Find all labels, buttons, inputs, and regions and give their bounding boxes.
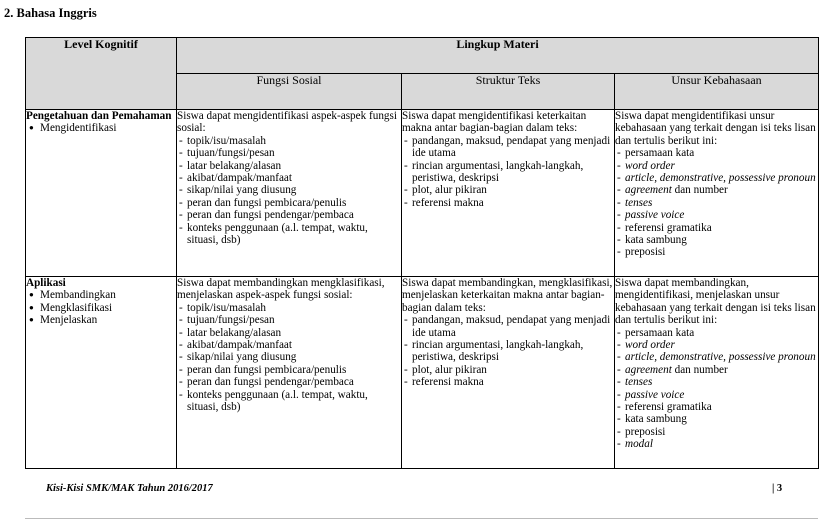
list-item: - peran dan fungsi pendengar/pembaca — [177, 376, 401, 388]
struktur-teks-cell — [402, 110, 615, 277]
list-item-text: referensi gramatika — [625, 401, 712, 414]
fungsi-list — [177, 302, 401, 414]
fungsi-intro: Siswa dapat membandingkan mengklasifikasi, menjelaskan aspek-aspek fungsi sosial: — [177, 277, 385, 302]
list-item — [615, 222, 818, 234]
unsur-intro: Siswa dapat mengidentifikasi unsur kebahasaan yang terkait dengan isi teks lisan dan tertulis berikut ini: — [615, 110, 816, 147]
footer-divider — [25, 518, 818, 519]
list-item: - akibat/dampak/manfaat — [177, 172, 401, 184]
list-item-text: tenses — [625, 376, 653, 389]
list-item — [615, 184, 818, 196]
list-item-connector: dan — [671, 184, 694, 197]
list-item-text: referensi gramatika — [625, 221, 712, 234]
section-heading: 2. Bahasa Inggris — [4, 6, 97, 20]
struktur-intro: Siswa dapat mengidentifikasi keterkaitan makna antar bagian-bagian dalam teks: — [402, 110, 587, 135]
list-item — [615, 401, 818, 413]
list-item: - tujuan/fungsi/pesan — [177, 314, 401, 326]
list-item: - latar belakang/alasan — [177, 160, 401, 172]
fungsi-sosial-cell — [177, 277, 402, 469]
list-item — [615, 426, 818, 438]
list-item: ● Mengklasifikasi — [26, 302, 176, 314]
list-item: - topik/isu/masalah — [177, 135, 401, 147]
list-item: - plot, alur pikiran — [402, 184, 614, 196]
struktur-intro: Siswa dapat membandingkan, mengklasifikasi, menjelaskan keterkaitan makna antar bagian-bagian dalam teks: — [402, 277, 613, 314]
list-item-text: word order — [625, 339, 675, 352]
unsur-kebahasaan-cell — [615, 110, 819, 277]
list-item: - topik/isu/masalah — [177, 302, 401, 314]
list-item-text: tenses — [625, 196, 653, 209]
level-title: Pengetahuan dan Pemahaman — [26, 110, 172, 122]
list-item-tail: number — [693, 363, 728, 376]
list-item: - latar belakang/alasan — [177, 327, 401, 339]
header-lingkup-materi: Lingkup Materi — [177, 38, 819, 74]
struktur-list — [402, 314, 614, 388]
unsur-list — [615, 147, 818, 259]
list-item-text: passive voice — [625, 388, 685, 401]
list-item — [615, 197, 818, 209]
list-item — [615, 376, 818, 388]
list-item-text: article, demonstrative, possessive pronoun — [625, 351, 816, 364]
subheader-fungsi-sosial: Fungsi Sosial — [177, 74, 402, 110]
list-item: - rincian argumentasi, langkah-langkah, peristiwa, deskripsi — [402, 160, 614, 185]
header-level-kognitif: Level Kognitif — [26, 38, 177, 110]
list-item — [615, 389, 818, 401]
table-row — [26, 277, 819, 469]
list-item: - pandangan, maksud, pendapat yang menjadi ide utama — [402, 135, 614, 160]
list-item-text: preposisi — [625, 425, 666, 438]
list-item: - pandangan, maksud, pendapat yang menjadi ide utama — [402, 314, 614, 339]
list-item: ● Membandingkan — [26, 289, 176, 301]
list-item-text: kata sambung — [625, 413, 687, 426]
list-item-connector: dan — [671, 363, 694, 376]
list-item — [615, 172, 818, 184]
list-item-text: agreement — [625, 363, 672, 376]
list-item: - rincian argumentasi, langkah-langkah, peristiwa, deskripsi — [402, 339, 614, 364]
list-item: - peran dan fungsi pembicara/penulis — [177, 197, 401, 209]
list-item — [615, 160, 818, 172]
list-item — [615, 147, 818, 159]
list-item — [615, 413, 818, 425]
level-title: Aplikasi — [26, 277, 66, 289]
fungsi-list — [177, 135, 401, 247]
list-item: ● Mengidentifikasi — [26, 122, 176, 134]
page-number: | 3 — [772, 483, 783, 494]
list-item: - peran dan fungsi pendengar/pembaca — [177, 209, 401, 221]
fungsi-sosial-cell — [177, 110, 402, 277]
level-cell — [26, 110, 177, 277]
list-item-text: preposisi — [625, 246, 666, 259]
list-item — [615, 209, 818, 221]
list-item — [615, 351, 818, 363]
list-item: - referensi makna — [402, 376, 614, 388]
list-item: - plot, alur pikiran — [402, 364, 614, 376]
struktur-list — [402, 135, 614, 209]
list-item: - konteks penggunaan (a.l. tempat, waktu, situasi, dsb) — [177, 389, 401, 414]
kisi-kisi-table — [25, 37, 819, 469]
list-item: - sikap/nilai yang diusung — [177, 351, 401, 363]
level-list — [26, 122, 176, 134]
list-item: - sikap/nilai yang diusung — [177, 184, 401, 196]
level-cell — [26, 277, 177, 469]
level-list — [26, 289, 176, 326]
list-item — [615, 339, 818, 351]
list-item: - konteks penggunaan (a.l. tempat, waktu, situasi, dsb) — [177, 222, 401, 247]
list-item-tail: number — [693, 184, 728, 197]
list-item — [615, 438, 818, 450]
list-item-text: kata sambung — [625, 234, 687, 247]
struktur-teks-cell — [402, 277, 615, 469]
list-item — [615, 364, 818, 376]
list-item-text: word order — [625, 159, 675, 172]
list-item: - referensi makna — [402, 197, 614, 209]
list-item — [615, 234, 818, 246]
list-item-text: persamaan kata — [625, 326, 695, 339]
table-row — [26, 110, 819, 277]
list-item-text: passive voice — [625, 209, 685, 222]
list-item-text: persamaan kata — [625, 147, 695, 160]
list-item — [615, 246, 818, 258]
fungsi-intro: Siswa dapat mengidentifikasi aspek-aspek fungsi sosial: — [177, 110, 397, 135]
list-item — [615, 327, 818, 339]
list-item-text: modal — [625, 438, 653, 451]
unsur-intro: Siswa dapat membandingkan, mengidentifikasi, menjelaskan unsur kebahasaan yang terkait dengan isi teks lisan dan tertulis berikut ini: — [615, 277, 816, 327]
list-item-text: agreement — [625, 184, 672, 197]
list-item: - akibat/dampak/manfaat — [177, 339, 401, 351]
unsur-list — [615, 327, 818, 451]
list-item: ● Menjelaskan — [26, 314, 176, 326]
list-item: - tujuan/fungsi/pesan — [177, 147, 401, 159]
list-item: - peran dan fungsi pembicara/penulis — [177, 364, 401, 376]
subheader-struktur-teks: Struktur Teks — [402, 74, 615, 110]
unsur-kebahasaan-cell — [615, 277, 819, 469]
list-item-text: article, demonstrative, possessive pronoun — [625, 172, 816, 185]
footer-title: Kisi-Kisi SMK/MAK Tahun 2016/2017 — [46, 483, 213, 494]
subheader-unsur-kebahasaan: Unsur Kebahasaan — [615, 74, 819, 110]
